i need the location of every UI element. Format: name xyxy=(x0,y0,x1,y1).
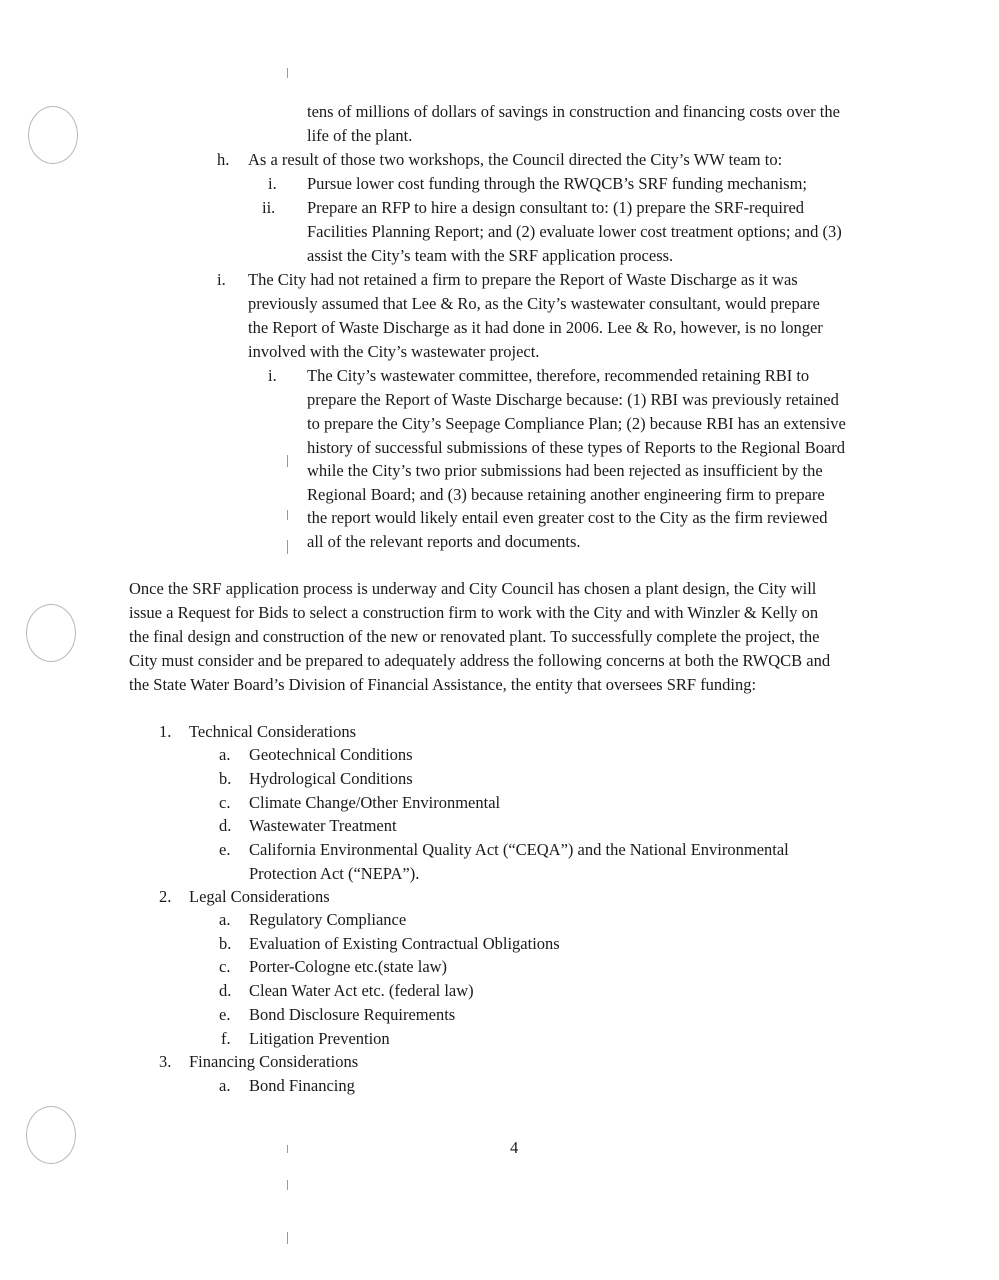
outline-subitem-text: all of the relevant reports and documents. xyxy=(307,532,581,551)
outline-marker: h. xyxy=(217,150,230,169)
scan-mark xyxy=(287,455,288,467)
list-number: 2. xyxy=(159,887,172,906)
outline-item-text: involved with the City’s wastewater project. xyxy=(248,342,540,361)
list-letter: a. xyxy=(219,1076,231,1095)
list-number: 3. xyxy=(159,1052,172,1071)
list-heading: Legal Considerations xyxy=(189,887,330,906)
scan-mark xyxy=(287,540,288,554)
paragraph-line: the State Water Board’s Division of Financial Assistance, the entity that oversees SRF funding: xyxy=(129,675,757,694)
paragraph-line: the final design and construction of the new or renovated plant. To successfully complete the project, the xyxy=(129,627,820,646)
outline-subitem-text: while the City’s two prior submissions had been rejected as insufficient by the xyxy=(307,461,823,480)
continuation-line: life of the plant. xyxy=(307,126,413,145)
paragraph-line: issue a Request for Bids to select a construction firm to work with the City and with Winzler & Kelly on xyxy=(129,603,819,622)
list-letter: e. xyxy=(219,840,231,859)
punch-hole-middle xyxy=(26,604,76,662)
list-letter: c. xyxy=(219,957,231,976)
outline-subitem-text: prepare the Report of Waste Discharge because: (1) RBI was previously retained xyxy=(307,390,839,409)
list-item: Wastewater Treatment xyxy=(249,816,397,835)
outline-subitem-text: assist the City’s team with the SRF application process. xyxy=(307,246,674,265)
outline-subitem-text: The City’s wastewater committee, therefore, recommended retaining RBI to xyxy=(307,366,810,385)
list-item: Evaluation of Existing Contractual Obligations xyxy=(249,934,560,953)
list-item: Regulatory Compliance xyxy=(249,910,407,929)
list-letter: b. xyxy=(219,934,232,953)
outline-item-text: As a result of those two workshops, the Council directed the City’s WW team to: xyxy=(248,150,783,169)
scan-mark xyxy=(287,510,288,520)
outline-subitem-text: Prepare an RFP to hire a design consultant to: (1) prepare the SRF-required xyxy=(307,198,805,217)
list-heading: Financing Considerations xyxy=(189,1052,359,1071)
list-number: 1. xyxy=(159,722,172,741)
outline-subitem-text: Regional Board; and (3) because retaining another engineering firm to prepare xyxy=(307,485,825,504)
list-item: California Environmental Quality Act (“CEQA”) and the National Environmental xyxy=(249,840,789,859)
paragraph-line: City must consider and be prepared to adequately address the following concerns at both the RWQCB and xyxy=(129,651,831,670)
punch-hole-bottom xyxy=(26,1106,76,1164)
list-letter: d. xyxy=(219,981,232,1000)
list-item: Porter-Cologne etc.(state law) xyxy=(249,957,448,976)
list-letter: f. xyxy=(221,1029,231,1048)
continuation-line: tens of millions of dollars of savings in construction and financing costs over the xyxy=(307,102,840,121)
list-letter: a. xyxy=(219,745,231,764)
list-item: Geotechnical Conditions xyxy=(249,745,413,764)
scan-mark xyxy=(287,68,288,78)
list-item: Bond Disclosure Requirements xyxy=(249,1005,456,1024)
outline-item-text: The City had not retained a firm to prepare the Report of Waste Discharge as it was xyxy=(248,270,798,289)
outline-marker: i. xyxy=(268,366,277,385)
outline-subitem-text: the report would likely entail even greater cost to the City as the firm reviewed xyxy=(307,508,828,527)
outline-subitem-text: Facilities Planning Report; and (2) evaluate lower cost treatment options; and (3) xyxy=(307,222,842,241)
outline-item-text: previously assumed that Lee & Ro, as the City’s wastewater consultant, would prepare xyxy=(248,294,820,313)
outline-marker: ii. xyxy=(262,198,276,217)
list-letter: d. xyxy=(219,816,232,835)
page-number: 4 xyxy=(510,1138,519,1157)
list-item: Clean Water Act etc. (federal law) xyxy=(249,981,474,1000)
outline-item-text: the Report of Waste Discharge as it had done in 2006. Lee & Ro, however, is no longer xyxy=(248,318,823,337)
list-item: Climate Change/Other Environmental xyxy=(249,793,501,812)
punch-hole-top xyxy=(28,106,78,164)
list-item: Protection Act (“NEPA”). xyxy=(249,864,420,883)
scan-mark xyxy=(287,1180,288,1190)
outline-subitem-text: history of successful submissions of these types of Reports to the Regional Board xyxy=(307,438,846,457)
list-letter: a. xyxy=(219,910,231,929)
scan-mark xyxy=(287,1145,288,1153)
list-item: Bond Financing xyxy=(249,1076,355,1095)
list-letter: c. xyxy=(219,793,231,812)
list-item: Hydrological Conditions xyxy=(249,769,413,788)
outline-subitem-text: Pursue lower cost funding through the RWQCB’s SRF funding mechanism; xyxy=(307,174,808,193)
paragraph-line: Once the SRF application process is underway and City Council has chosen a plant design, the City will xyxy=(129,579,817,598)
list-letter: e. xyxy=(219,1005,231,1024)
scan-mark xyxy=(287,1232,288,1244)
list-heading: Technical Considerations xyxy=(189,722,357,741)
outline-marker: i. xyxy=(217,270,226,289)
outline-marker: i. xyxy=(268,174,277,193)
outline-subitem-text: to prepare the City’s Seepage Compliance Plan; (2) because RBI has an extensive xyxy=(307,414,846,433)
list-letter: b. xyxy=(219,769,232,788)
list-item: Litigation Prevention xyxy=(249,1029,390,1048)
